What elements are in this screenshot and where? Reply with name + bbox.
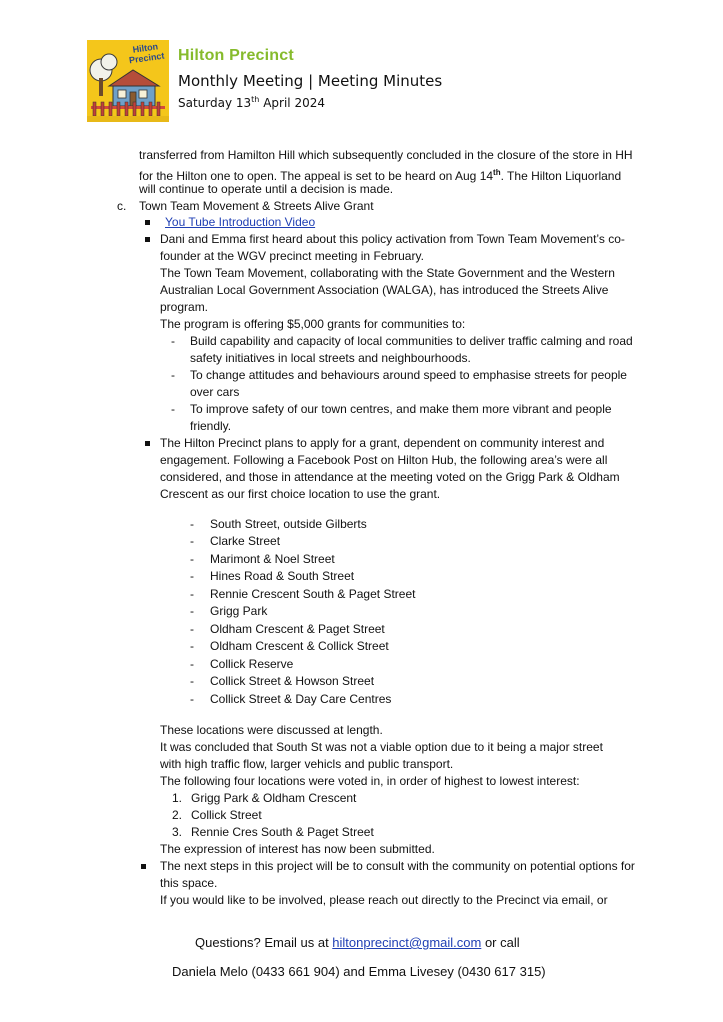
paragraph-line: this space. [160,876,218,890]
meeting-date: Saturday 13th April 2024 [178,95,325,110]
dash-bullet: - [190,569,194,583]
paragraph-line: It was concluded that South St was not a viable option due to it being a major street [160,740,603,754]
location-item: Collick Street & Day Care Centres [210,692,392,706]
goal-item-line: friendly. [190,419,232,433]
square-bullet-icon [145,237,150,242]
list-number: 2. [172,808,183,822]
document-title: Monthly Meeting | Meeting Minutes [178,72,443,90]
hilton-precinct-logo [87,40,169,122]
paragraph-line: with high traffic flow, larger vehicls and public transport. [160,757,454,771]
organization-name: Hilton Precinct [178,47,294,64]
dash-bullet: - [171,368,175,382]
dash-bullet: - [190,587,194,601]
location-item: South Street, outside Gilberts [210,517,367,531]
paragraph-line: If you would like to be involved, please reach out directly to the Precinct via email, or [160,893,608,907]
location-item: Oldham Crescent & Collick Street [210,639,389,653]
intro-line-2: for the Hilton one to open. The appeal is set to be heard on Aug 14th. The Hilton Liquorland [139,168,622,183]
list-number: 3. [172,825,183,839]
section-c-marker: c. [117,199,127,213]
location-item: Clarke Street [210,534,281,548]
location-item: Hines Road & South Street [210,569,355,583]
dash-bullet: - [190,639,194,653]
paragraph-line: founder at the WGV precinct meeting in February. [160,249,424,263]
paragraph-line: Australian Local Government Association (WALGA), has introduced the Streets Alive [160,283,609,297]
paragraph-line: program. [160,300,209,314]
list-number: 1. [172,791,183,805]
goal-item-line: To improve safety of our town centres, and make them more vibrant and people [190,402,612,416]
goal-item-line: To change attitudes and behaviours around speed to emphasise streets for people [190,368,627,382]
section-c-heading: Town Team Movement & Streets Alive Grant [139,199,374,213]
location-item: Grigg Park [210,604,268,618]
dash-bullet: - [190,622,194,636]
intro-line-3: will continue to operate until a decision is made. [139,182,394,196]
voted-location: Collick Street [191,808,262,822]
contact-email-link[interactable]: hiltonprecinct@gmail.com [332,935,482,950]
youtube-video-link[interactable]: You Tube Introduction Video [165,215,316,229]
dash-bullet: - [171,334,175,348]
paragraph-line: The next steps in this project will be to consult with the community on potential options for [160,859,635,873]
paragraph-line: These locations were discussed at length. [160,723,383,737]
paragraph-line: The Hilton Precinct plans to apply for a grant, dependent on community interest and [160,436,605,450]
location-item: Collick Reserve [210,657,294,671]
paragraph-line: Crescent as our first choice location to use the grant. [160,487,441,501]
dash-bullet: - [190,692,194,706]
footer-contacts: Daniela Melo (0433 661 904) and Emma Livesey (0430 617 315) [172,964,546,979]
square-bullet-icon [145,441,150,446]
dash-bullet: - [190,674,194,688]
dash-bullet: - [190,517,194,531]
dash-bullet: - [190,604,194,618]
intro-line-1: transferred from Hamilton Hill which subsequently concluded in the closure of the store in HH [139,148,633,162]
square-bullet-icon [145,220,150,225]
voted-location: Grigg Park & Oldham Crescent [191,791,357,805]
goal-item-line: over cars [190,385,240,399]
location-item: Collick Street & Howson Street [210,674,375,688]
dash-bullet: - [190,657,194,671]
square-bullet-icon [141,864,146,869]
paragraph-line: engagement. Following a Facebook Post on Hilton Hub, the following area’s were all [160,453,608,467]
footer-questions: Questions? Email us at hiltonprecinct@gmail.com or call [195,935,520,950]
paragraph-line: Dani and Emma first heard about this policy activation from Town Team Movement’s co- [160,232,625,246]
voted-location: Rennie Cres South & Paget Street [191,825,374,839]
location-item: Oldham Crescent & Paget Street [210,622,385,636]
paragraph-line: considered, and those in attendance at the meeting voted on the Grigg Park & Oldham [160,470,620,484]
youtube-video-link-item [165,214,315,232]
goal-item-line: safety initiatives in local streets and neighbourhoods. [190,351,471,365]
location-item: Rennie Crescent South & Paget Street [210,587,416,601]
location-item: Marimont & Noel Street [210,552,335,566]
paragraph-line: The following four locations were voted in, in order of highest to lowest interest: [160,774,580,788]
paragraph-line: The program is offering $5,000 grants for communities to: [160,317,466,331]
goal-item-line: Build capability and capacity of local communities to deliver traffic calming and road [190,334,633,348]
paragraph-line: The expression of interest has now been submitted. [160,842,435,856]
dash-bullet: - [190,552,194,566]
paragraph-line: The Town Team Movement, collaborating with the State Government and the Western [160,266,615,280]
dash-bullet: - [190,534,194,548]
dash-bullet: - [171,402,175,416]
logo-text: Hilton Precinct [128,41,165,66]
